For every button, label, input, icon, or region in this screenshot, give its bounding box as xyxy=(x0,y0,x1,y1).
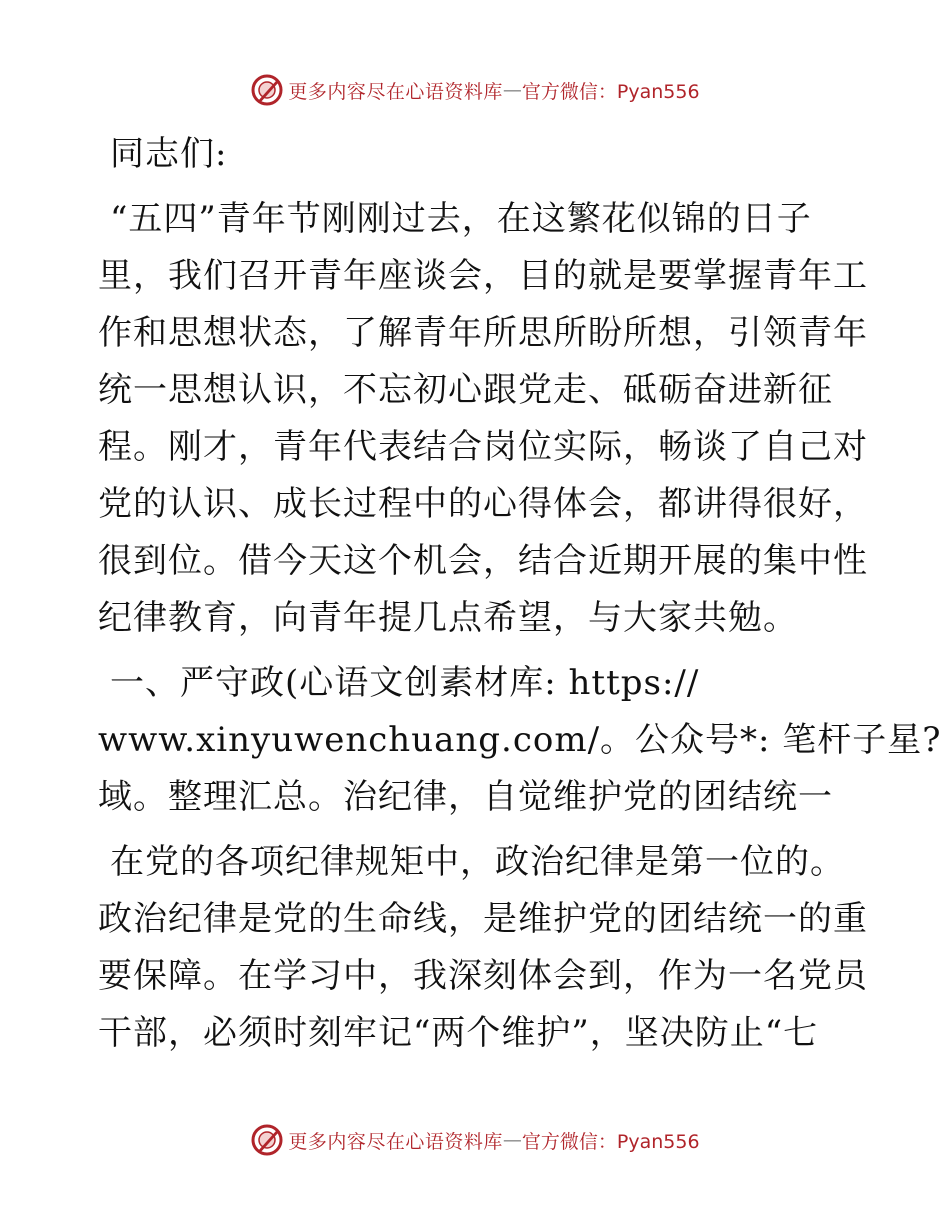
quill-logo-icon xyxy=(250,73,284,107)
text-line: 作和思想状态，了解青年所思所盼所想，引领青年 xyxy=(98,313,868,353)
watermark-separator: — xyxy=(502,1129,522,1151)
text-line: 要保障。在学习中，我深刻体会到，作为一名党员 xyxy=(98,956,868,996)
text-line: 政治纪律是党的生命线，是维护党的团结统一的重 xyxy=(98,899,868,939)
watermark-header xyxy=(0,70,950,110)
heading-line: 一、严守政(心语文创素材库: https:// xyxy=(110,663,700,703)
quill-logo-icon xyxy=(250,1123,284,1157)
watermark-text: 更多内容尽在心语资料库 xyxy=(288,80,503,103)
watermark-wechat: 官方微信：Pyan556 xyxy=(521,80,700,103)
text-line: “五四”青年节刚刚过去，在这繁花似锦的日子 xyxy=(110,199,812,239)
intro-paragraph xyxy=(98,191,868,647)
text-line: 统一思想认识，不忘初心跟党走、砥砺奋进新征 xyxy=(98,370,833,410)
watermark-separator: — xyxy=(502,79,522,101)
text-line: 很到位。借今天这个机会，结合近期开展的集中性 xyxy=(98,541,868,581)
text-line: 党的认识、成长过程中的心得体会，都讲得很好， xyxy=(98,484,868,524)
watermark-wechat: 官方微信：Pyan556 xyxy=(521,1130,700,1153)
greeting: 同志们: xyxy=(110,134,228,174)
watermark-text: 更多内容尽在心语资料库 xyxy=(288,1130,503,1153)
body-paragraph xyxy=(98,834,868,1062)
document-body xyxy=(98,126,942,1062)
watermark-footer xyxy=(0,1120,950,1160)
text-line: 程。刚才，青年代表结合岗位实际，畅谈了自己对 xyxy=(98,427,868,467)
text-line: 里，我们召开青年座谈会，目的就是要掌握青年工 xyxy=(98,256,868,296)
heading-line: www.xinyuwenchuang.com/。公众号*: 笔杆子星? xyxy=(98,720,942,760)
text-line: 纪律教育，向青年提几点希望，与大家共勉。 xyxy=(98,598,798,638)
text-line: 在党的各项纪律规矩中，政治纪律是第一位的。 xyxy=(110,842,845,882)
section-heading xyxy=(98,655,942,826)
heading-line: 域。整理汇总。治纪律，自觉维护党的团结统一 xyxy=(98,777,833,817)
text-line: 干部，必须时刻牢记“两个维护”，坚决防止“七 xyxy=(98,1013,819,1053)
